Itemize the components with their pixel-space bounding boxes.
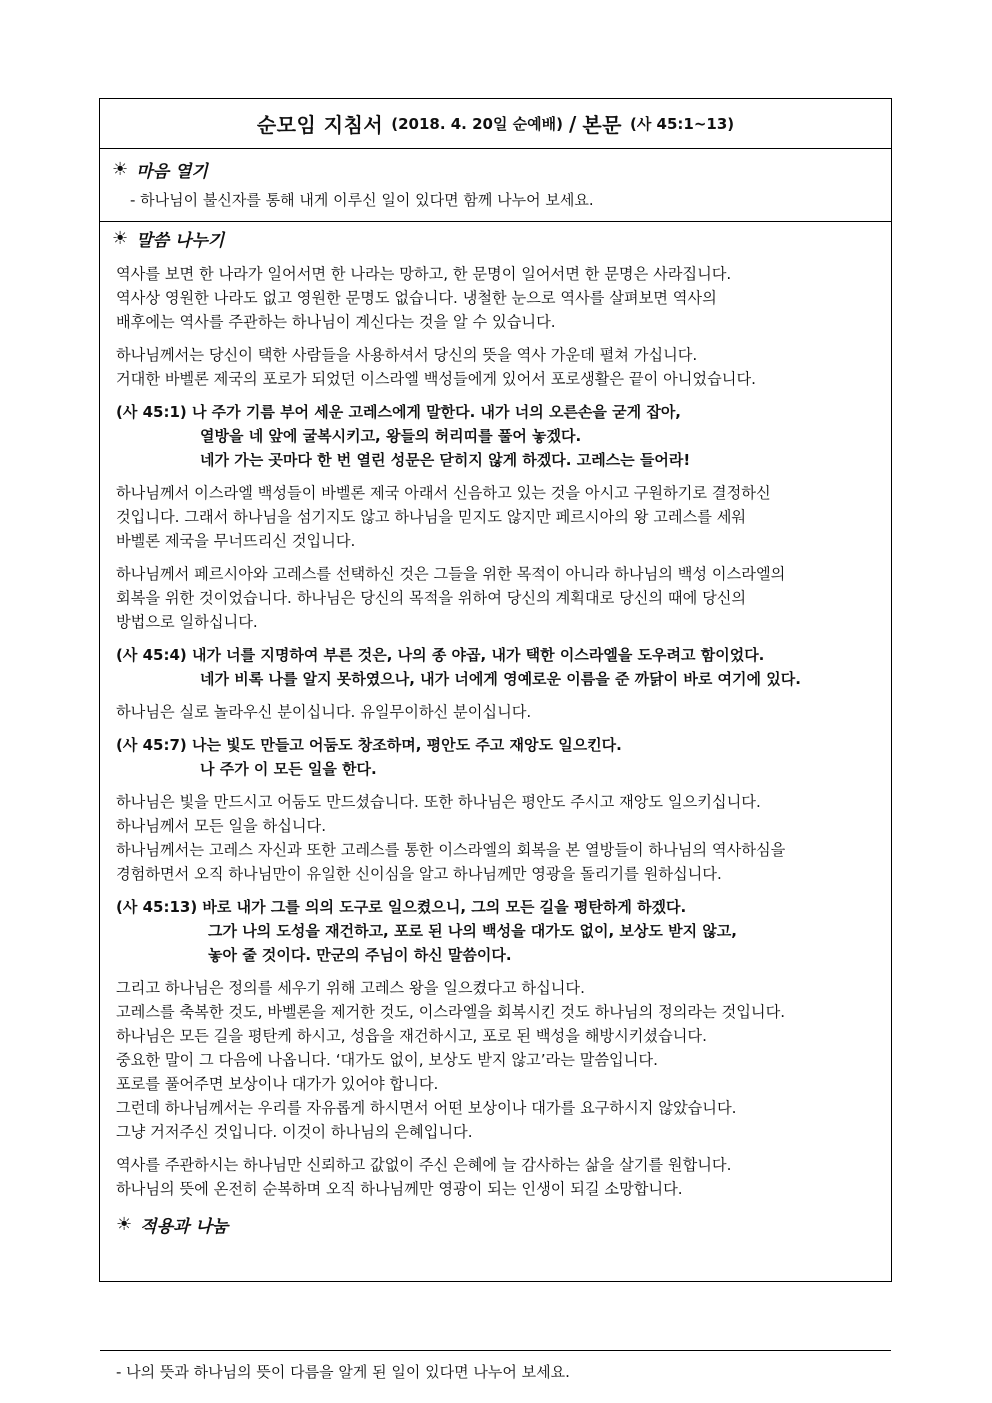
text-line: 그리고 하나님은 정의를 세우기 위해 고레스 왕을 일으켰다고 하십니다. bbox=[116, 979, 585, 997]
heading-text: 적용과 나눔 bbox=[140, 1216, 229, 1237]
text-line: 열방을 네 앞에 굴복시키고, 왕들의 허리띠를 풀어 놓겠다. bbox=[200, 427, 582, 445]
question-text: - 하나님이 불신자를 통해 내게 이루신 일이 있다면 함께 나누어 보세요. bbox=[130, 191, 594, 209]
section-word-sharing bbox=[100, 222, 891, 1201]
text-line: 하나님께서는 고레스 자신과 또한 고레스를 통한 이스라엘의 회복을 본 열방들이 하나님의 역사하심을 bbox=[116, 841, 786, 859]
paragraph bbox=[116, 976, 879, 1144]
paragraph bbox=[116, 700, 879, 724]
text-line: 그가 나의 도성을 재건하고, 포로 된 나의 백성을 대가도 없이, 보상도 받지 않고, bbox=[208, 922, 737, 940]
paragraph bbox=[116, 262, 879, 334]
text-line: 하나님은 실로 놀라우신 분이십니다. 유일무이하신 분이십니다. bbox=[116, 703, 532, 721]
doc-date: (2018. 4. 20일 순예배) bbox=[391, 115, 564, 133]
text-line: 하나님은 빛을 만드시고 어둠도 만드셨습니다. 또한 하나님은 평안도 주시고 재앙도 일으키십니다. bbox=[116, 793, 761, 811]
text-line: 배후에는 역사를 주관하는 하나님이 계신다는 것을 알 수 있습니다. bbox=[116, 313, 556, 331]
section-open-heart bbox=[100, 149, 891, 222]
text-line: 회복을 위한 것이었습니다. 하나님은 당신의 목적을 위하여 당신의 계획대로 당신의 때에 당신의 bbox=[116, 589, 747, 607]
text-line: 거대한 바벨론 제국의 포로가 되었던 이스라엘 백성들에게 있어서 포로생활은 끝이 아니었습니다. bbox=[116, 370, 756, 388]
text-line: 나 주가 이 모든 일을 한다. bbox=[200, 760, 377, 778]
text-line: 그냥 거저주신 것입니다. 이것이 하나님의 은혜입니다. bbox=[116, 1123, 473, 1141]
paragraph bbox=[116, 343, 879, 391]
text-line: 것입니다. 그래서 하나님을 섬기지도 않고 하나님을 믿지도 않지만 페르시아의 왕 고레스를 세워 bbox=[116, 508, 747, 526]
text-line: 하나님은 모든 길을 평탄케 하시고, 성읍을 재건하시고, 포로 된 백성을 해방시키셨습니다. bbox=[116, 1027, 707, 1045]
text-line: 놓아 줄 것이다. 만군의 주님이 하신 말씀이다. bbox=[208, 946, 512, 964]
question-text: - 나의 뜻과 하나님의 뜻이 다름을 알게 된 일이 있다면 나누어 보세요. bbox=[116, 1363, 570, 1381]
text-line: 경험하면서 오직 하나님만이 유일한 신이심을 알고 하나님께만 영광을 돌리기를 원하십니다. bbox=[116, 865, 722, 883]
text-line: 하나님께서 페르시아와 고레스를 선택하신 것은 그들을 위한 목적이 아니라 하나님의 백성 이스라엘의 bbox=[116, 565, 786, 583]
paragraph bbox=[116, 790, 879, 886]
text-label: 본문 bbox=[582, 113, 622, 137]
section-application bbox=[100, 1210, 891, 1238]
paragraph bbox=[116, 1153, 879, 1201]
sun-icon: ☀ bbox=[112, 227, 129, 249]
scripture-verse bbox=[116, 400, 879, 472]
text-line: 네가 가는 곳마다 한 번 열린 성문은 닫히지 않게 하겠다. 고레스는 들어라! bbox=[200, 451, 691, 469]
sun-icon: ☀ bbox=[116, 1213, 133, 1235]
scripture-reference: (사 45:1~13) bbox=[629, 115, 735, 133]
text-line: (사 45:4) 내가 너를 지명하여 부른 것은, 나의 종 야곱, 내가 택한 이스라엘을 도우려고 함이었다. bbox=[116, 646, 765, 664]
section-body bbox=[100, 252, 891, 1201]
text-line: 네가 비록 나를 알지 못하였으나, 내가 너에게 영예로운 이름을 준 까닭이 바로 여기에 있다. bbox=[200, 670, 801, 688]
section-heading bbox=[116, 1210, 891, 1238]
sun-icon: ☀ bbox=[112, 158, 129, 180]
heading-text: 말씀 나누기 bbox=[136, 230, 225, 251]
divider bbox=[100, 1350, 891, 1351]
text-line: (사 45:7) 나는 빛도 만들고 어둠도 창조하며, 평안도 주고 재앙도 일으킨다. bbox=[116, 736, 622, 754]
worksheet-frame bbox=[99, 98, 892, 1381]
scripture-verse bbox=[116, 895, 879, 967]
text-line: (사 45:1) 나 주가 기름 부어 세운 고레스에게 말한다. 내가 너의 오른손을 굳게 잡아, bbox=[116, 403, 682, 421]
title-row bbox=[100, 99, 891, 149]
paragraph bbox=[116, 562, 879, 634]
text-line: 바벨론 제국을 무너뜨리신 것입니다. bbox=[116, 532, 356, 550]
text-line: 하나님의 뜻에 온전히 순복하며 오직 하나님께만 영광이 되는 인생이 되길 소망합니다. bbox=[116, 1180, 683, 1198]
text-line: 하나님께서 이스라엘 백성들이 바벨론 제국 아래서 신음하고 있는 것을 아시고 구원하기로 결정하신 bbox=[116, 484, 771, 502]
text-line: 하나님께서 모든 일을 하십니다. bbox=[116, 817, 327, 835]
text-line: 방법으로 일하십니다. bbox=[116, 613, 258, 631]
text-line: 고레스를 축복한 것도, 바벨론을 제거한 것도, 이스라엘을 회복시킨 것도 하나님의 정의라는 것입니다. bbox=[116, 1003, 786, 1021]
heading-text: 마음 열기 bbox=[136, 161, 208, 182]
text-line: 하나님께서는 당신이 택한 사람들을 사용하셔서 당신의 뜻을 역사 가운데 펼쳐 가십니다. bbox=[116, 346, 698, 364]
text-line: 중요한 말이 그 다음에 나옵니다. ‘대가도 없이, 보상도 받지 않고’라는 말씀입니다. bbox=[116, 1051, 658, 1069]
section-heading bbox=[100, 222, 891, 252]
scripture-verse bbox=[116, 643, 879, 691]
scripture-verse bbox=[116, 733, 879, 781]
text-line: 역사상 영원한 나라도 없고 영원한 문명도 없습니다. 냉철한 눈으로 역사를 살펴보면 역사의 bbox=[116, 289, 717, 307]
text-line: 역사를 보면 한 나라가 일어서면 한 나라는 망하고, 한 문명이 일어서면 한 문명은 사라집니다. bbox=[116, 265, 732, 283]
title-separator: / bbox=[569, 111, 577, 136]
text-line: 역사를 주관하시는 하나님만 신뢰하고 값없이 주신 은혜에 늘 감사하는 삶을 살기를 원합니다. bbox=[116, 1156, 732, 1174]
paragraph bbox=[116, 481, 879, 553]
text-line: 포로를 풀어주면 보상이나 대가가 있어야 합니다. bbox=[116, 1075, 439, 1093]
section-heading bbox=[100, 149, 891, 183]
doc-title: 순모임 지침서 bbox=[256, 113, 384, 137]
text-line: (사 45:13) 바로 내가 그를 의의 도구로 일으켰으니, 그의 모든 길을 평탄하게 하겠다. bbox=[116, 898, 687, 916]
text-line: 그런데 하나님께서는 우리를 자유롭게 하시면서 어떤 보상이나 대가를 요구하시지 않았습니다. bbox=[116, 1099, 737, 1117]
